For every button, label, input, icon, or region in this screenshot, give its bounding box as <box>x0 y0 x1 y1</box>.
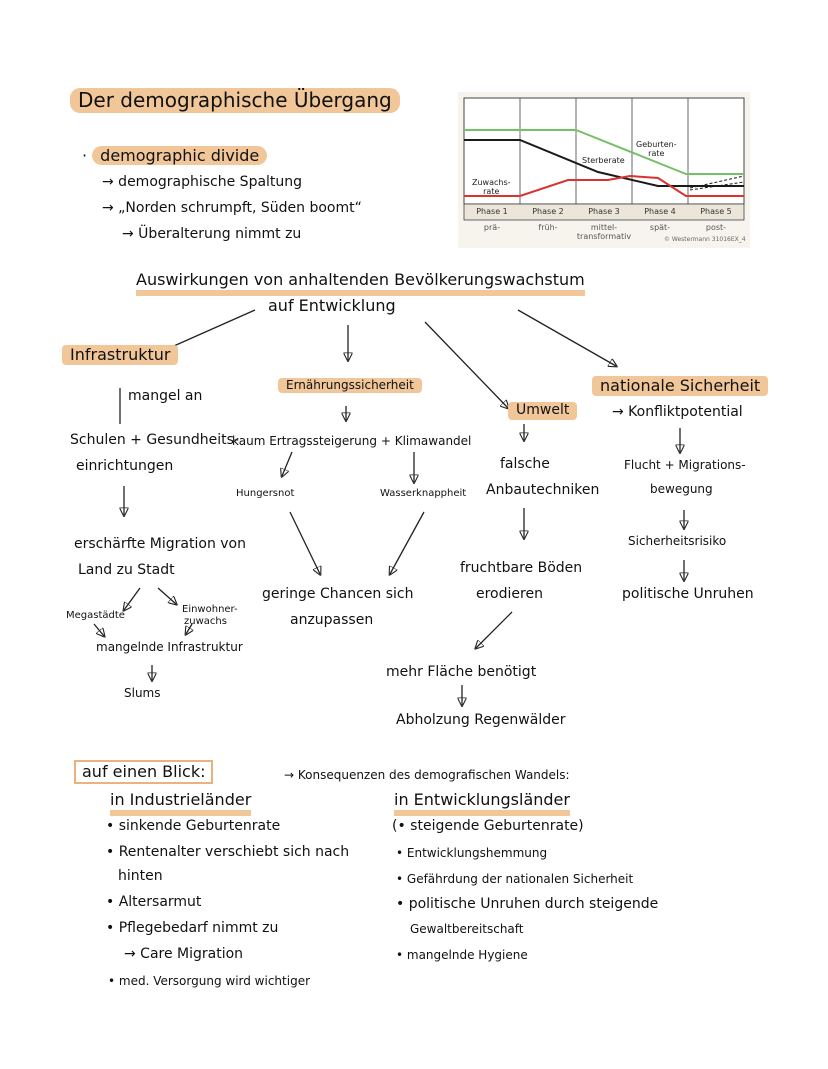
industrie-item-3: hinten <box>118 868 163 884</box>
sicherheit-konflikt: → Konfliktpotential <box>612 404 743 420</box>
ernaehrung-hunger: Hungersnot <box>236 488 295 499</box>
chart-death-label: Sterberate <box>582 156 625 165</box>
industrie-item-1: • sinkende Geburtenrate <box>106 818 281 834</box>
arrow-wasser-chancen <box>390 512 424 574</box>
umwelt-abholzung: Abholzung Regenwälder <box>396 712 566 728</box>
infra-einwohner-2: zuwachs <box>184 616 227 627</box>
phase-5: Phase 5 <box>700 207 732 216</box>
ernaehrung-chancen-2: anzupassen <box>290 612 374 628</box>
industrie-item-7: • med. Versorgung wird wichtiger <box>108 974 311 988</box>
arrow-to-umwelt <box>425 322 508 408</box>
ernaehrung-kaum: kaum Ertragssteigerung + Klimawandel <box>232 434 472 448</box>
stage-3: mittel- transformativ <box>576 223 632 241</box>
industrie-item-2: • Rentenalter verschiebt sich nach <box>106 844 350 860</box>
map-heading-2: auf Entwicklung <box>268 296 396 315</box>
umwelt-falsche-1: falsche <box>500 456 550 472</box>
summary-box: auf einen Blick: <box>74 760 213 784</box>
phase-2: Phase 2 <box>532 207 564 216</box>
intro-line-1: → demographische Spaltung <box>102 174 303 190</box>
phase-3: Phase 3 <box>588 207 620 216</box>
industrie-item-6: → Care Migration <box>124 946 244 962</box>
sicherheit-risiko: Sicherheitsrisiko <box>628 534 727 548</box>
arrow-hunger-chancen <box>290 512 320 574</box>
infra-schulen-2: einrichtungen <box>76 458 174 474</box>
arrow-boeden-flaeche <box>476 612 512 648</box>
arrow-to-hunger <box>282 452 292 476</box>
entwicklung-item-6: • mangelnde Hygiene <box>396 948 528 962</box>
entwicklung-item-3: • Gefährdung der nationalen Sicherheit <box>396 872 634 886</box>
page-title: Der demographische Übergang <box>70 88 400 113</box>
chart-credit: © Westermann 31016EX_4 <box>664 236 746 243</box>
umwelt-flaeche: mehr Fläche benötigt <box>386 664 537 680</box>
infra-schulen-1: Schulen + Gesundheits- <box>70 432 239 448</box>
summary-konsequenzen: → Konsequenzen des demografischen Wandels: <box>284 768 570 782</box>
arrow-to-einwohner <box>158 588 176 604</box>
infra-slums: Slums <box>124 686 161 700</box>
intro-line-2: → „Norden schrumpft, Süden boomt“ <box>102 200 362 216</box>
entwicklung-item-2: • Entwicklungshemmung <box>396 846 548 860</box>
sicherheit-flucht-1: Flucht + Migrations- <box>624 458 746 472</box>
infra-mangelnde: mangelnde Infrastruktur <box>96 640 243 654</box>
map-heading-1: Auswirkungen von anhaltenden Bevölkerungswachstum <box>136 270 585 296</box>
infra-migration-2: Land zu Stadt <box>78 562 175 578</box>
ernaehrung-title: Ernährungssicherheit <box>278 378 422 393</box>
industrie-item-4: • Altersarmut <box>106 894 202 910</box>
stage-2: früh- <box>538 223 558 232</box>
sicherheit-unruhen: politische Unruhen <box>622 586 754 602</box>
stage-5: post- <box>705 223 727 232</box>
entwicklung-heading: in Entwicklungsländer <box>394 790 570 816</box>
infra-einwohner-1: Einwohner- <box>182 604 238 615</box>
chart-birth-label: Geburten- rate <box>636 140 677 158</box>
infra-megastaedte: Megastädte <box>66 610 125 621</box>
arrow-to-sicherheit <box>518 310 616 366</box>
demographic-transition-chart <box>458 92 750 248</box>
sicherheit-flucht-2: bewegung <box>650 482 713 496</box>
stage-4: spät- <box>649 223 671 232</box>
umwelt-title: Umwelt <box>508 402 577 420</box>
infra-title: Infrastruktur <box>62 345 178 365</box>
intro-line-3: → Überalterung nimmt zu <box>122 226 302 242</box>
entwicklung-item-4: • politische Unruhen durch steigende <box>396 896 659 912</box>
phase-4: Phase 4 <box>644 207 676 216</box>
umwelt-falsche-2: Anbautechniken <box>486 482 600 498</box>
industrie-item-5: • Pflegebedarf nimmt zu <box>106 920 279 936</box>
infra-migration-1: erschärfte Migration von <box>74 536 246 552</box>
phase-1: Phase 1 <box>476 207 508 216</box>
ernaehrung-wasser: Wasserknappheit <box>380 488 467 499</box>
stage-1: prä- <box>483 223 501 232</box>
arrow-to-mangelnde <box>94 624 104 636</box>
umwelt-boeden-2: erodieren <box>476 586 543 602</box>
intro-heading: · demographic divide <box>82 146 267 166</box>
sicherheit-title: nationale Sicherheit <box>592 376 768 396</box>
arrow-to-mega <box>124 588 140 610</box>
chart-growth-label: Zuwachs- rate <box>472 178 511 196</box>
umwelt-boeden-1: fruchtbare Böden <box>460 560 583 576</box>
ernaehrung-chancen-1: geringe Chancen sich <box>262 586 414 602</box>
infra-mangel: mangel an <box>128 388 203 404</box>
entwicklung-item-5: Gewaltbereitschaft <box>410 922 524 936</box>
industrie-heading: in Industrieländer <box>110 790 251 816</box>
entwicklung-item-1: (• steigende Geburtenrate) <box>392 818 584 834</box>
